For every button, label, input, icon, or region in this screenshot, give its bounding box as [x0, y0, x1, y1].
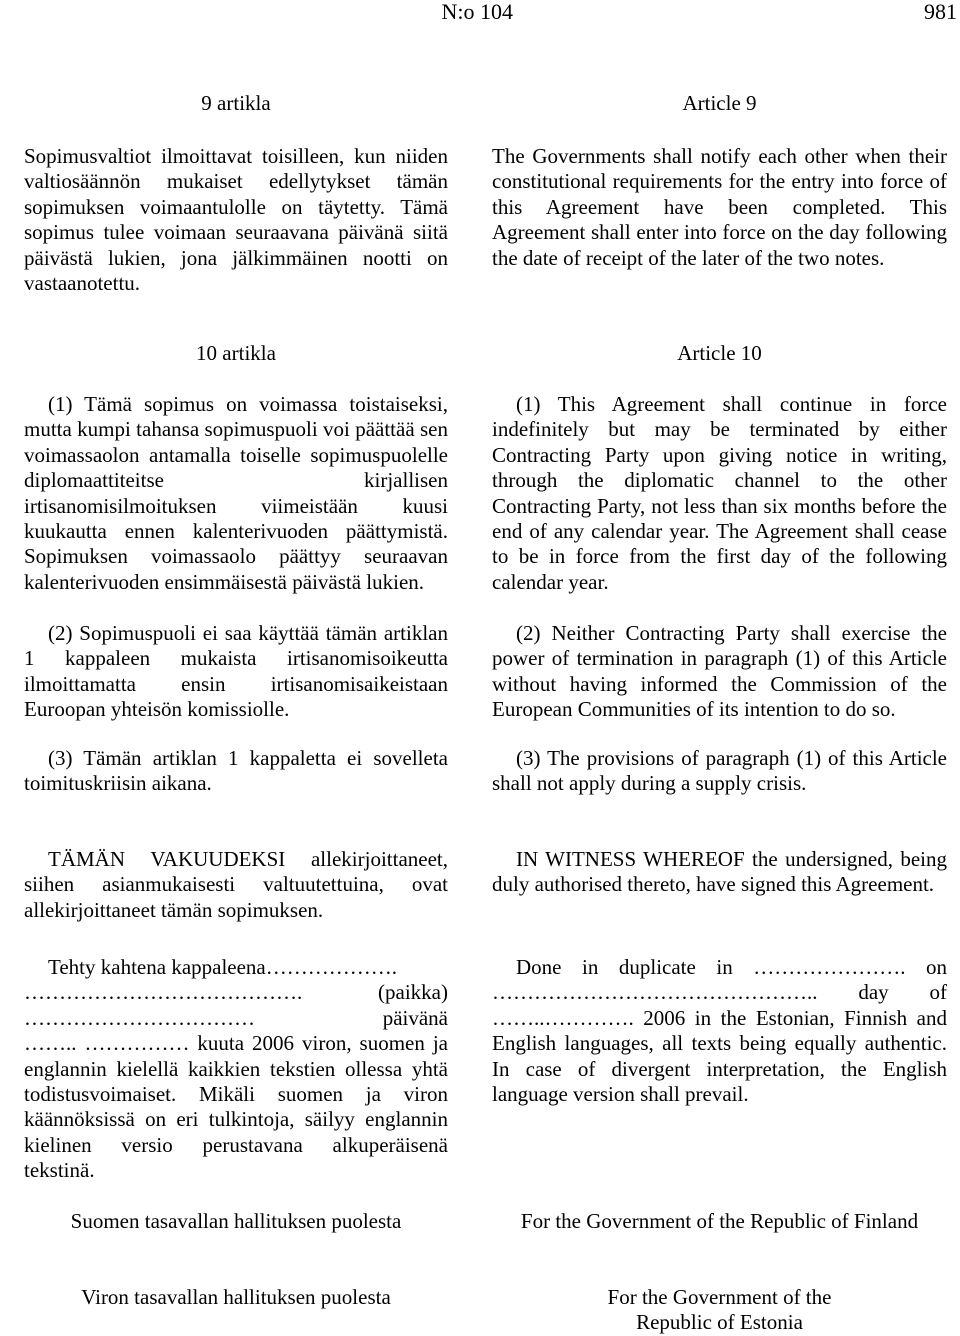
article-10-paragraph-1-fi: (1) Tämä sopimus on voimassa toistaiseksi, mutta kumpi tahansa sopimuspuoli voi päättää sen voimassaolon antamalla toiselle sopimuspuolelle diplomaattiteitse kirjallisen irtisanomisilmoituksen viimeistään kuusi kuukautta ennen kalenterivuoden päättymistä. Sopimuksen voimassaolo päättyy seuraavan kalenterivuoden ensimmäisestä päivästä lukien.	[24, 392, 448, 594]
signature-finland-fi: Suomen tasavallan hallituksen puolesta	[70, 1209, 402, 1233]
witness-clause-en: IN WITNESS WHEREOF the undersigned, being duly authorised thereto, have signed this Agreement.	[492, 847, 947, 897]
done-line-2-fi: …………………………………. (paikka)	[24, 980, 448, 1005]
done-line-1-fi: Tehty kahtena kappaleena……………….	[48, 955, 398, 979]
article-10-paragraph-3-fi: (3) Tämän artiklan 1 kappaletta ei sovelleta toimituskriisin aikana.	[24, 746, 448, 796]
done-text-fi: …….. …………… kuuta 2006 viron, suomen ja englannin kielellä kaikkien tekstien ollessa yhtä todistusvoimaiset. Mikäli suomen ja viron käännöksissä on eri tulkintoja, säilyy englannin kielinen versio perustavana alkuperäisenä tekstinä.	[24, 1031, 448, 1183]
article-10-paragraph-2-en: (2) Neither Contracting Party shall exercise the power of termination in paragraph (1) of this Article without having informed the Commission of the European Communities of its intention to do so.	[492, 621, 947, 722]
article-10-title-fi: 10 artikla	[196, 341, 276, 365]
done-line-1-en: Done in duplicate in …………………. on	[516, 955, 947, 979]
document-number: N:o 104	[441, 0, 513, 24]
done-text-en: ……..…………. 2006 in the Estonian, Finnish and English languages, all texts being equally authentic. In case of divergent interpretation, the English language version shall prevail.	[492, 1005, 947, 1107]
article-9-text-fi: Sopimusvaltiot ilmoittavat toisilleen, kun niiden valtiosäännön mukaiset edellytykset tämän sopimuksen voimaantulolle on täytetty. Tämä sopimus tulee voimaan seuraavana päivänä siitä päivästä lukien, jona jälkimmäinen nootti on vastaanotettu.	[24, 144, 448, 296]
signature-finland-en: For the Government of the Republic of Finland	[520, 1209, 919, 1233]
article-10-paragraph-1-en: (1) This Agreement shall continue in force indefinitely but may be terminated by either Contracting Party upon giving notice in writing, through the diplomatic channel to the other Contracting Party, not less than six months before the end of any calendar year. The Agreement shall cease to be in force from the first day of the following calendar year.	[492, 392, 947, 594]
page-header	[0, 0, 960, 28]
article-10-paragraph-2-fi: (2) Sopimuspuoli ei saa käyttää tämän artiklan 1 kappaleen mukaista irtisanomisoikeutta ilmoittamatta ensin irtisanomisaikeistaan Euroopan yhteisön komissiolle.	[24, 621, 448, 722]
article-10-title-en: Article 10	[677, 341, 762, 365]
done-line-3-fi: …………………………… päivänä	[24, 1005, 448, 1030]
done-clause-fi	[24, 955, 448, 1184]
article-9-title-en: Article 9	[682, 91, 757, 115]
page-number: 981	[924, 0, 957, 24]
done-clause-en	[492, 955, 947, 1107]
signature-estonia-fi: Viron tasavallan hallituksen puolesta	[81, 1285, 391, 1309]
article-10-paragraph-3-en: (3) The provisions of paragraph (1) of this Article shall not apply during a supply crisis.	[492, 746, 947, 796]
article-9-title-fi: 9 artikla	[201, 91, 271, 115]
witness-clause-fi: TÄMÄN VAKUUDEKSI allekirjoittaneet, siihen asianmukaisesti valtuutettuina, ovat allekirjoittaneet tämän sopimuksen.	[24, 847, 448, 922]
article-9-text-en: The Governments shall notify each other when their constitutional requirements for the entry into force of this Agreement have been completed. This Agreement shall enter into force on the day following the date of receipt of the later of the two notes.	[492, 144, 947, 270]
done-line-2-en: ……………………………………….. day of	[492, 980, 947, 1005]
signature-estonia-en: For the Government of the Republic of Estonia	[607, 1285, 832, 1335]
